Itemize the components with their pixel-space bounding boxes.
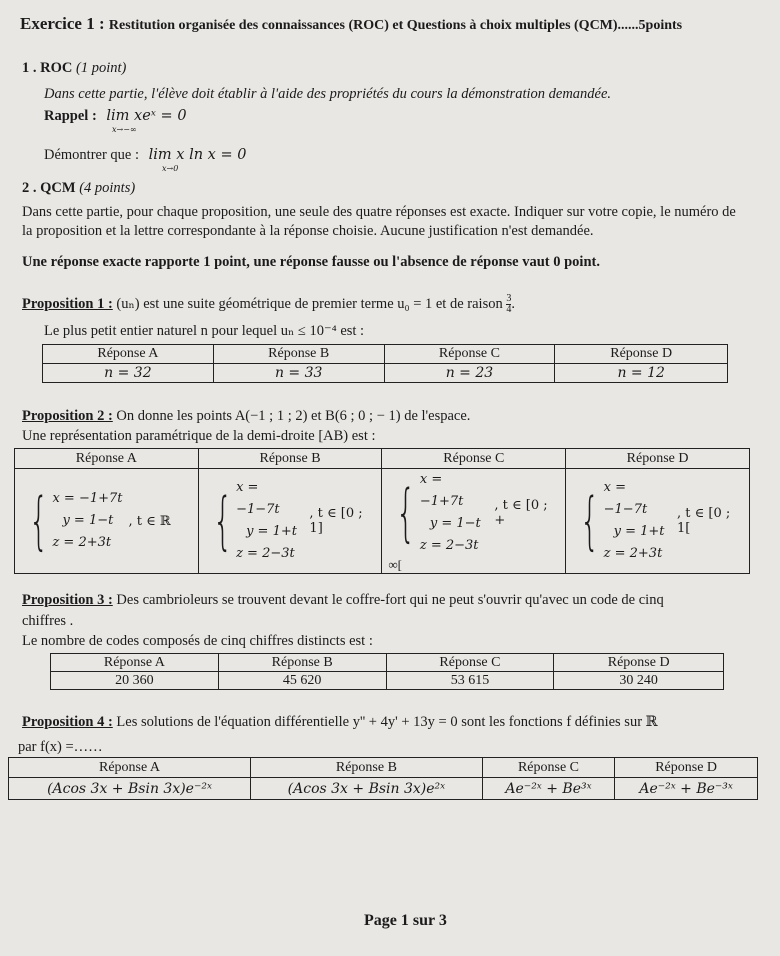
p4-header-b: Réponse B [251,758,483,778]
p3-answer-b: 45 620 [218,672,386,690]
p1-answer-c: n = 23 [384,364,555,383]
p1-header-b: Réponse B [213,345,384,364]
p1-answer-d: n = 12 [555,364,728,383]
roc-rappel: Rappel : lim xeˣ = 0 [44,108,187,124]
p3-answer-a: 20 360 [51,672,219,690]
p2-header-c: Réponse C [382,449,566,469]
p3-answer-d: 30 240 [554,672,724,690]
roc-demontrer: Démontrer que : lim x ln x = 0 [44,147,247,163]
p1-answer-b: n = 33 [213,364,384,383]
p3-statement: Proposition 3 : Des cambrioleurs se trouvent devant le coffre-fort qui ne peut s'ouvrir qu'avec un code de cinq [22,592,664,608]
p2-statement: Proposition 2 : On donne les points A(−1 ; 1 ; 2) et B(6 ; 0 ; − 1) de l'espace. [22,408,471,424]
p4-answer-b: (Acos 3x + Bsin 3x)e²ˣ [251,778,483,800]
p3-answer-c: 53 615 [386,672,554,690]
p3-header-b: Réponse B [218,654,386,672]
p2-answer-a: { x = −1+7t y = 1−t z = 2+3t , t ∈ ℝ [15,469,199,574]
p4-answer-a: (Acos 3x + Bsin 3x)e⁻²ˣ [9,778,251,800]
p4-answer-d: Ae⁻²ˣ + Be⁻³ˣ [615,778,758,800]
p2-answer-d: { x = −1−7t y = 1+t z = 2+3t , t ∈ [0 ; 1[ [566,469,750,574]
p4-header-a: Réponse A [9,758,251,778]
p3-answers-table [50,653,724,690]
p4-answer-c: Ae⁻²ˣ + Be³ˣ [482,778,614,800]
p1-header-a: Réponse A [43,345,214,364]
p1-header-c: Réponse C [384,345,555,364]
p1-header-d: Réponse D [555,345,728,364]
p1-statement: Proposition 1 : (uₙ) est une suite géométrique de premier terme u₀ = 1 et de raison $\frac{3}{4}$ . [22,293,515,315]
p3-header-a: Réponse A [51,654,219,672]
roc-intro: Dans cette partie, l'élève doit établir à l'aide des propriétés du cours la démonstration demandée. [44,86,612,102]
p1-answer-a: n = 32 [43,364,214,383]
p3-header-c: Réponse C [386,654,554,672]
p3-question: Le nombre de codes composés de cinq chiffres distincts est : [22,633,373,649]
p4-question: par f(x) =…… [18,739,103,755]
p2-answers-table [14,448,750,574]
p2-header-b: Réponse B [198,449,382,469]
rappel-limit-sub: x→−∞ [112,125,137,134]
p2-header-d: Réponse D [566,449,750,469]
p4-answers-table [8,757,758,800]
exercise-title: Exercice 1 : Restitution organisée des connaissances (ROC) et Questions à choix multiples (QCM)......5points [20,14,683,33]
p1-question: Le plus petit entier naturel n pour lequel uₙ ≤ 10⁻⁴ est : [44,323,365,339]
demontrer-limit-sub: x→0 [162,164,179,173]
p2-answer-b: { x = −1−7t y = 1+t z = 2−3t , t ∈ [0 ; 1] [198,469,382,574]
p3-header-d: Réponse D [554,654,724,672]
roc-heading: 1 . ROC (1 point) [22,60,127,76]
p3-statement-cont: chiffres . [22,613,74,629]
qcm-rule: Une réponse exacte rapporte 1 point, une réponse fausse ou l'absence de réponse vaut 0 point. [22,254,600,270]
p4-header-d: Réponse D [615,758,758,778]
p4-header-c: Réponse C [482,758,614,778]
p2-answer-c: { x = −1+7t y = 1−t z = 2−3t , t ∈ [0 ; + ∞[ [382,469,566,574]
qcm-intro: Dans cette partie, pour chaque proposition, une seule des quatre réponses est exacte. Indiquer sur votre copie, le numéro de la proposition et la lettre correspondante à la réponse choisie. Aucune justification n'est demandée. [22,204,736,239]
page-number: Page 1 sur 3 [364,912,447,929]
p2-header-a: Réponse A [15,449,199,469]
p4-statement: Proposition 4 : Les solutions de l'équation différentielle y'' + 4y' + 13y = 0 sont les fonctions f définies sur ℝ [22,714,658,730]
p2-question: Une représentation paramétrique de la demi-droite [AB) est : [22,428,376,444]
qcm-heading: 2 . QCM (4 points) [22,180,136,196]
p1-answers-table [42,344,728,383]
